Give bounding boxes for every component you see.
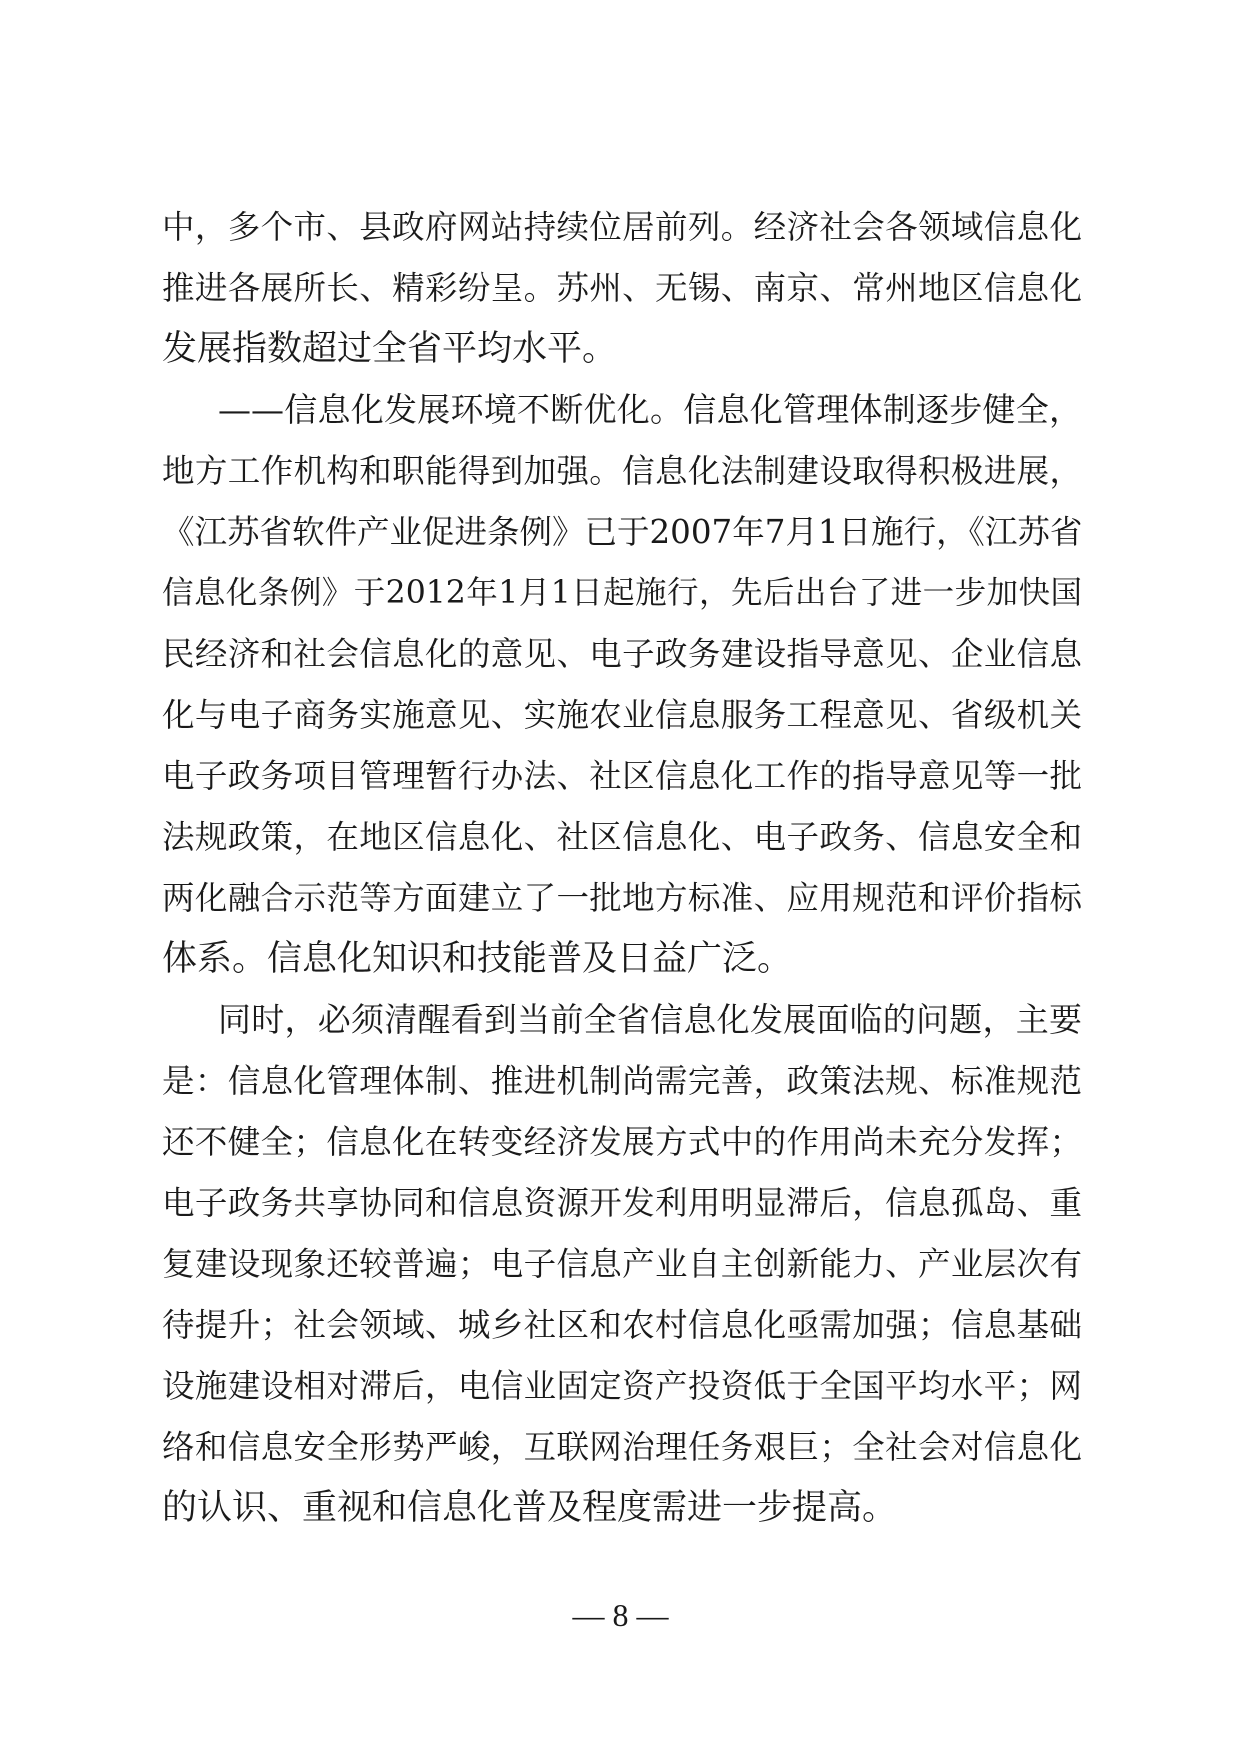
text-line: 体系。信息化知识和技能普及日益广泛。 bbox=[162, 939, 793, 979]
text-line: 的认识、重视和信息化普及程度需进一步提高。 bbox=[162, 1488, 898, 1528]
text-line: 法规政策，在地区信息化、社区信息化、电子政务、信息安全和 bbox=[162, 818, 1082, 856]
text-line: 同时，必须清醒看到当前全省信息化发展面临的问题，主要 bbox=[218, 1000, 1082, 1039]
text-line: 信息化条例》于2012年1月1日起施行，先后出台了进一步加快国 bbox=[162, 575, 1082, 611]
text-line: 电子政务项目管理暂行办法、社区信息化工作的指导意见等一批 bbox=[162, 757, 1082, 795]
text-line: 《江苏省软件产业促进条例》已于2007年7月1日施行，《江苏省 bbox=[162, 513, 1083, 551]
text-line: 推进各展所长、精彩纷呈。苏州、无锡、南京、常州地区信息化 bbox=[162, 269, 1082, 307]
text-line: 络和信息安全形势严峻，互联网治理任务艰巨；全社会对信息化 bbox=[162, 1428, 1082, 1466]
text-line: 待提升；社会领域、城乡社区和农村信息化亟需加强；信息基础 bbox=[162, 1306, 1082, 1344]
text-line: 发展指数超过全省平均水平。 bbox=[162, 329, 618, 369]
text-line: 设施建设相对滞后，电信业固定资产投资低于全国平均水平；网 bbox=[162, 1367, 1082, 1405]
text-line: 化与电子商务实施意见、实施农业信息服务工程意见、省级机关 bbox=[162, 696, 1082, 734]
text-line: 地方工作机构和职能得到加强。信息化法制建设取得积极进展， bbox=[162, 452, 1082, 490]
page-number: — 8 — bbox=[572, 1597, 669, 1633]
text-line: 是：信息化管理体制、推进机制尚需完善，政策法规、标准规范 bbox=[162, 1062, 1082, 1100]
text-line: 两化融合示范等方面建立了一批地方标准、应用规范和评价指标 bbox=[162, 879, 1082, 917]
text-line: ——信息化发展环境不断优化。信息化管理体制逐步健全， bbox=[218, 390, 1082, 429]
text-line: 复建设现象还较普遍；电子信息产业自主创新能力、产业层次有 bbox=[162, 1245, 1082, 1283]
text-line: 电子政务共享协同和信息资源开发利用明显滞后，信息孤岛、重 bbox=[162, 1184, 1082, 1222]
text-line: 还不健全；信息化在转变经济发展方式中的作用尚未充分发挥； bbox=[162, 1123, 1082, 1161]
text-line: 民经济和社会信息化的意见、电子政务建设指导意见、企业信息 bbox=[162, 635, 1082, 673]
text-line: 中，多个市、县政府网站持续位居前列。经济社会各领域信息化 bbox=[162, 208, 1082, 246]
